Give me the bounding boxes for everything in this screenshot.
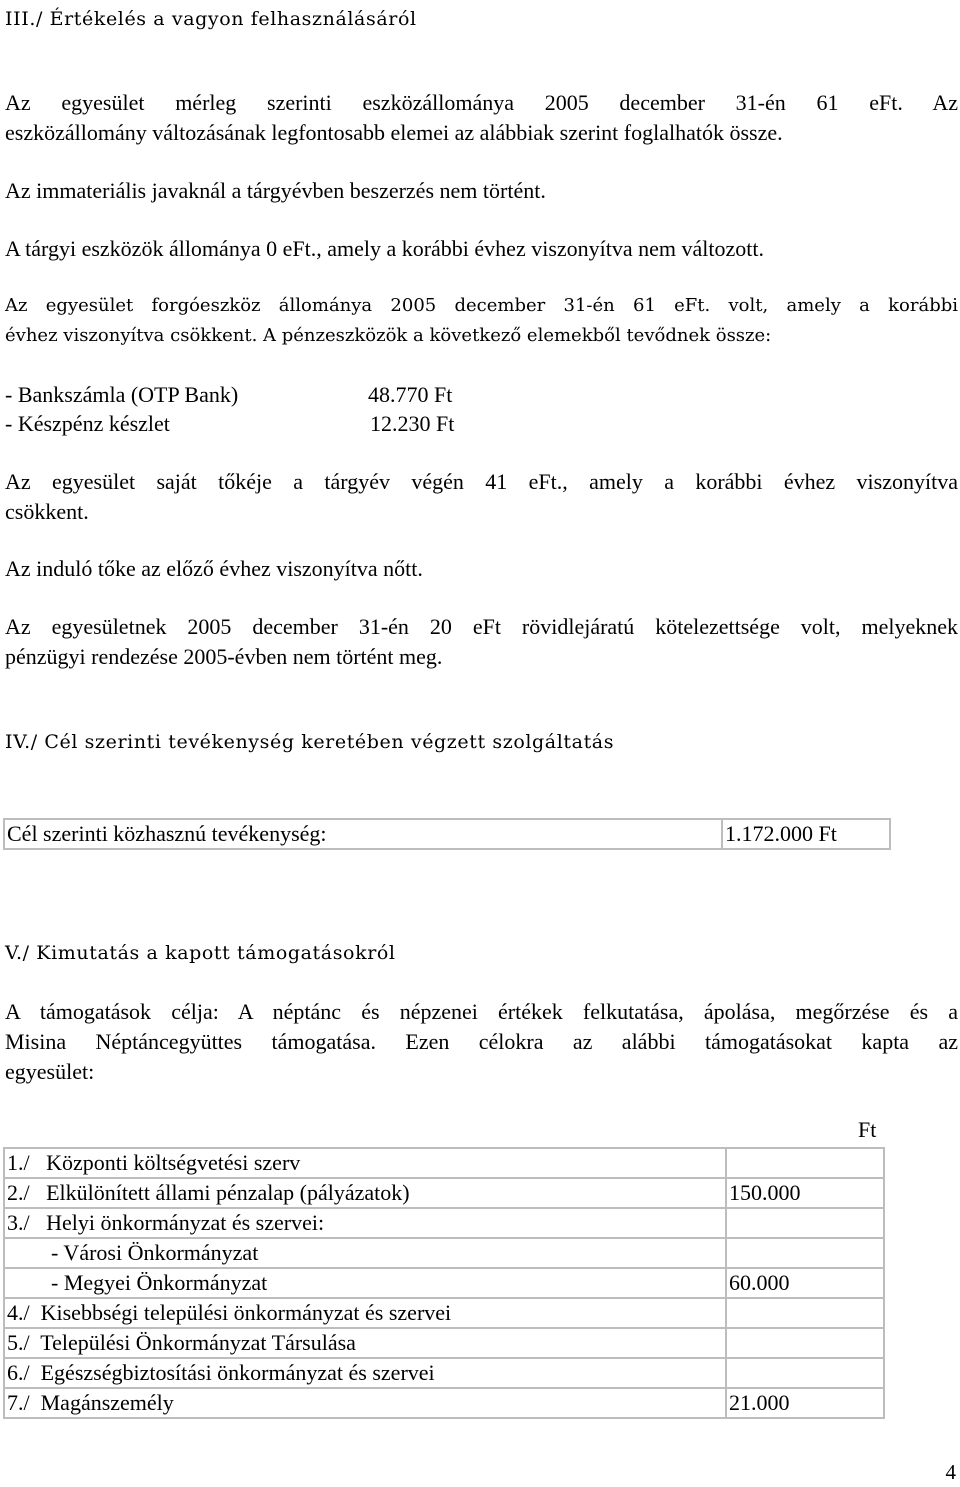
currency-label: Ft bbox=[858, 1117, 877, 1142]
paragraph-7-line-2: pénzügyi rendezése 2005-évben nem történt meg. bbox=[5, 644, 443, 669]
table-row bbox=[4, 1148, 884, 1178]
support-row-value bbox=[726, 1328, 884, 1358]
item-cash-label: - Készpénz készlet bbox=[5, 411, 170, 436]
service-label: Cél szerinti közhasznú tevékenység: bbox=[4, 819, 722, 849]
table-row bbox=[4, 1358, 884, 1388]
support-row-label: - Városi Önkormányzat bbox=[4, 1238, 726, 1268]
item-bank-label: - Bankszámla (OTP Bank) bbox=[5, 382, 239, 407]
support-row-value bbox=[726, 1298, 884, 1328]
support-row-value bbox=[726, 1208, 884, 1238]
paragraph-5-line-2: csökkent. bbox=[5, 499, 89, 524]
section-4-heading: IV./ Cél szerinti tevékenység keretében végzett szolgáltatás bbox=[5, 731, 615, 753]
table-row bbox=[4, 1238, 884, 1268]
table-row bbox=[4, 1208, 884, 1238]
support-row-label: 1./ Központi költségvetési szerv bbox=[4, 1148, 726, 1178]
table-row bbox=[4, 1298, 884, 1328]
support-row-label: 5./ Települési Önkormányzat Társulása bbox=[4, 1328, 726, 1358]
paragraph-1-line-1: Az egyesület mérleg szerinti eszközállománya 2005 december 31-én 61 eFt. Az bbox=[5, 90, 958, 115]
page-number: 4 bbox=[945, 1460, 956, 1484]
support-row-label: - Megyei Önkormányzat bbox=[4, 1268, 726, 1298]
section-3-heading: III./ Értékelés a vagyon felhasználásáról bbox=[5, 8, 417, 30]
table-row bbox=[4, 1178, 884, 1208]
section-5-paragraph-line-3: egyesület: bbox=[5, 1059, 95, 1084]
support-table bbox=[3, 1147, 885, 1419]
section-5-heading: V./ Kimutatás a kapott támogatásokról bbox=[5, 942, 396, 964]
table-row bbox=[4, 819, 890, 849]
table-row bbox=[4, 1388, 884, 1418]
paragraph-2: Az immateriális javaknál a tárgyévben beszerzés nem történt. bbox=[5, 178, 546, 203]
support-row-value bbox=[726, 1358, 884, 1388]
paragraph-5-line-1: Az egyesület saját tőkéje a tárgyév végén 41 eFt., amely a korábbi évhez viszonyítva bbox=[5, 469, 958, 494]
support-row-label: 3./ Helyi önkormányzat és szervei: bbox=[4, 1208, 726, 1238]
item-cash-value: 12.230 Ft bbox=[370, 411, 455, 436]
support-row-label: 2./ Elkülönített állami pénzalap (pályázatok) bbox=[4, 1178, 726, 1208]
paragraph-6: Az induló tőke az előző évhez viszonyítva nőtt. bbox=[5, 556, 423, 581]
support-row-value: 21.000 bbox=[726, 1388, 884, 1418]
support-row-value: 150.000 bbox=[726, 1178, 884, 1208]
support-row-label: 7./ Magánszemély bbox=[4, 1388, 726, 1418]
support-row-label: 4./ Kisebbségi települési önkormányzat és szervei bbox=[4, 1298, 726, 1328]
support-row-label: 6./ Egészségbiztosítási önkormányzat és szervei bbox=[4, 1358, 726, 1388]
support-row-value bbox=[726, 1238, 884, 1268]
support-row-value: 60.000 bbox=[726, 1268, 884, 1298]
section-5-paragraph-line-1: A támogatások célja: A néptánc és népzenei értékek felkutatása, ápolása, megőrzése és a bbox=[5, 999, 958, 1024]
service-table bbox=[3, 818, 891, 850]
section-5-paragraph-line-2: Misina Néptáncegyüttes támogatása. Ezen célokra az alábbi támogatásokat kapta az bbox=[5, 1029, 958, 1054]
paragraph-4-line-1: Az egyesület forgóeszköz állománya 2005 december 31-én 61 eFt. volt, amely a korábbi bbox=[5, 295, 958, 316]
support-row-value bbox=[726, 1148, 884, 1178]
service-value: 1.172.000 Ft bbox=[722, 819, 890, 849]
paragraph-3: A tárgyi eszközök állománya 0 eFt., amely a korábbi évhez viszonyítva nem változott. bbox=[5, 236, 764, 261]
item-bank-value: 48.770 Ft bbox=[368, 382, 453, 407]
paragraph-1-line-2: eszközállomány változásának legfontosabb elemei az alábbiak szerint foglalhatók össze. bbox=[5, 120, 783, 145]
paragraph-7-line-1: Az egyesületnek 2005 december 31-én 20 eFt rövidlejáratú kötelezettsége volt, melyeknek bbox=[5, 614, 958, 639]
table-row bbox=[4, 1328, 884, 1358]
table-row bbox=[4, 1268, 884, 1298]
paragraph-4-line-2a: évhez viszonyítva csökkent. A pénzeszközök a következő elemekből tevődnek össze: bbox=[5, 325, 772, 346]
